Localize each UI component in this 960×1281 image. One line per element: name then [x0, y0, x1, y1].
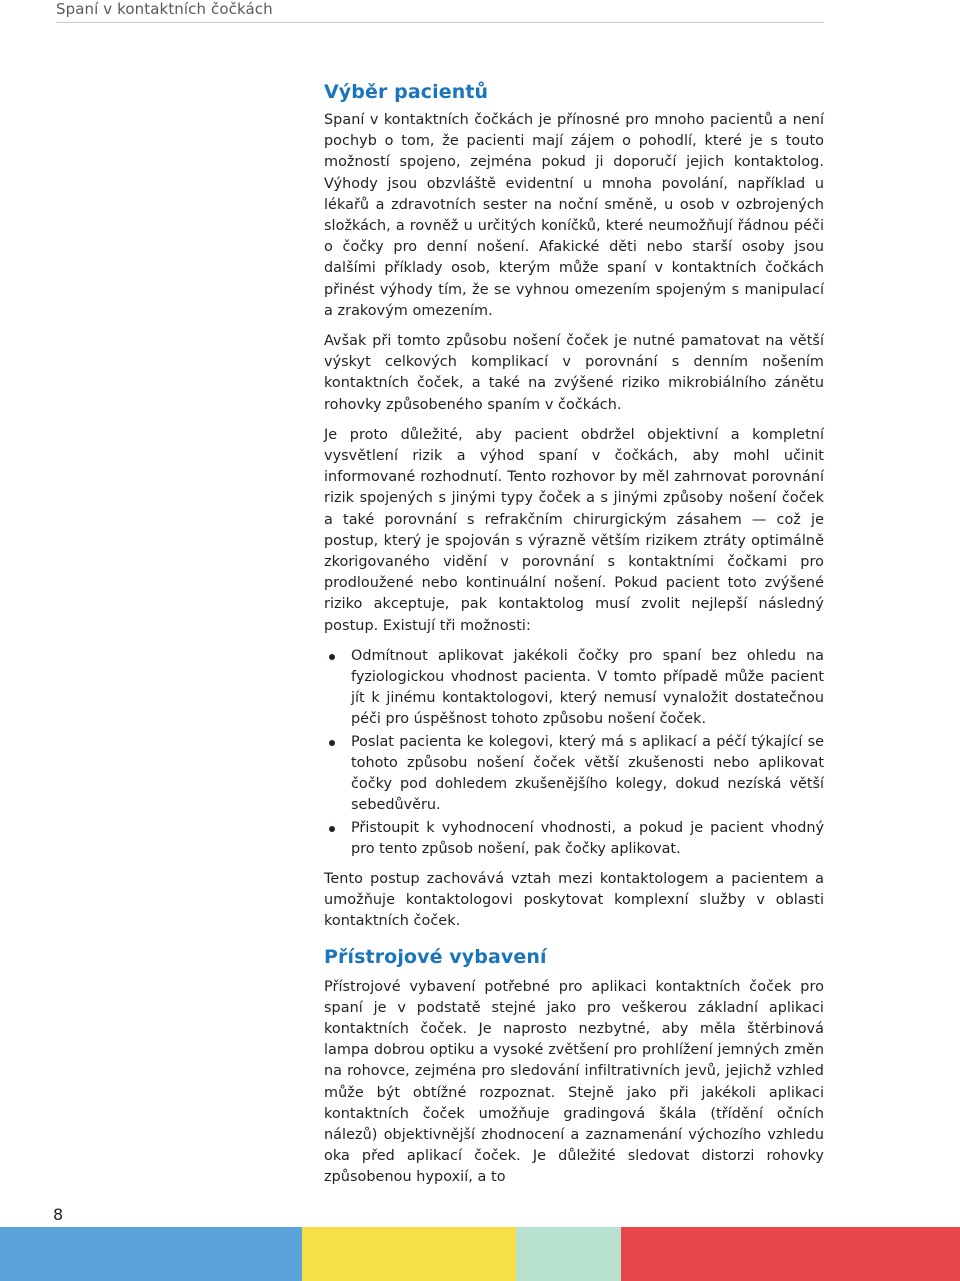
list-item [324, 818, 824, 860]
list-item-text: Poslat pacienta ke kolegovi, který má s aplikací a péčí týkající se tohoto způsobu nošení čoček větší zkušenosti nebo aplikovat čočky pod dohledem zkušenějšího kolegy, dokud nezíská větší sebedůvěru. [351, 733, 824, 814]
section-heading-equipment: Přístrojové vybavení [324, 945, 547, 968]
paragraph: Je proto důležité, aby pacient obdržel objektivní a kompletní vysvětlení rizik a výhod spaní v čočkách, aby mohl učinit informované rozhodnutí. Tento rozhovor by měl zahrnovat porovnání rizik spojených s jinými typy čoček a s jinými způsoby nošení čoček a také porovnání s refrakčním chirurgickým zásahem — což je postup, který je spojován s výrazně větším rizikem ztráty optimálně zkorigovaného vidění v porovnání s kontaktními čočkami pro prodloužené nebo kontinuální nošení. Pokud pacient toto zvýšené riziko akceptuje, pak kontaktolog musí zvolit nejlepší následný postup. Existují tři možnosti: [324, 426, 824, 634]
options-list [324, 646, 824, 860]
color-segment-blue [0, 1227, 302, 1281]
color-segment-red [621, 1227, 960, 1281]
main-content [324, 77, 824, 1198]
color-segment-mint [516, 1227, 621, 1281]
list-item-text: Přistoupit k vyhodnocení vhodnosti, a pokud je pacient vhodný pro tento způsob nošení, pak čočky aplikovat. [351, 819, 824, 857]
list-item [324, 732, 824, 817]
paragraph: Přístrojové vybavení potřebné pro aplikaci kontaktních čoček pro spaní je v podstatě stejné jako pro veškerou základní aplikaci kontaktních čoček. Je naprosto nezbytné, aby měla štěrbinová lampa dobrou optiku a vysoké zvětšení pro prohlížení jemných změn na rohovce, zejména pro sledování infiltrativních jevů, jejichž vzhled může být obtížné rozpoznat. Stejně jako při jakékoli aplikaci kontaktních čoček umožňuje gradingová škála (třídění očních nálezů) objektivnější zhodnocení a zaznamenání výchozího vzhledu oka před aplikací čoček. Je důležité sledovat distorzi rohovky způsobenou hypoxií, a to [324, 978, 824, 1186]
section-heading-patient-selection: Výběr pacientů [324, 81, 489, 103]
page-number: 8 [53, 1205, 64, 1224]
running-header: Spaní v kontaktních čočkách [56, 0, 273, 18]
paragraph: Spaní v kontaktních čočkách je přínosné pro mnoho pacientů a není pochyb o tom, že pacienti mají zájem o pohodlí, které je s touto možností spojeno, zejména pokud ji doporučí jejich kontaktolog. Výhody jsou obzvláště evidentní u mnoha povolání, například u lékařů a zdravotních sester na noční směně, u osob v ozbrojených složkách, a rovněž u určitých koníčků, které neumožňují řádnou péči o čočky pro denní nošení. Afakické děti nebo starší osoby jsou dalšími příklady osob, kterým může spaní v kontaktních čočkách přinést výhody tím, že se vyhnou omezením spojeným s manipulací a zrakovým omezením. [324, 112, 824, 319]
paragraph: Tento postup zachovává vztah mezi kontaktologem a pacientem a umožňuje kontaktologovi poskytovat komplexní služby v oblasti kontaktních čoček. [324, 870, 824, 930]
paragraph: Avšak při tomto způsobu nošení čoček je nutné pamatovat na větší výskyt celkových komplikací v porovnání s denním nošením kontaktních čoček, a také na zvýšené riziko mikrobiálního zánětu rohovky způsobeného spaním v čočkách. [324, 333, 824, 413]
footer-color-bar [0, 1227, 960, 1281]
bullet-icon [329, 740, 335, 746]
list-item [324, 646, 824, 731]
header-divider [56, 22, 824, 23]
bullet-icon [329, 826, 335, 832]
color-segment-yellow [302, 1227, 516, 1281]
bullet-icon [329, 654, 335, 660]
list-item-text: Odmítnout aplikovat jakékoli čočky pro spaní bez ohledu na fyziologickou vhodnost pacienta. V tomto případě může pacient jít k jinému kontaktologovi, který nemusí vynaložit dostatečnou péči pro úspěšnost tohoto způsobu nošení čoček. [351, 647, 824, 728]
